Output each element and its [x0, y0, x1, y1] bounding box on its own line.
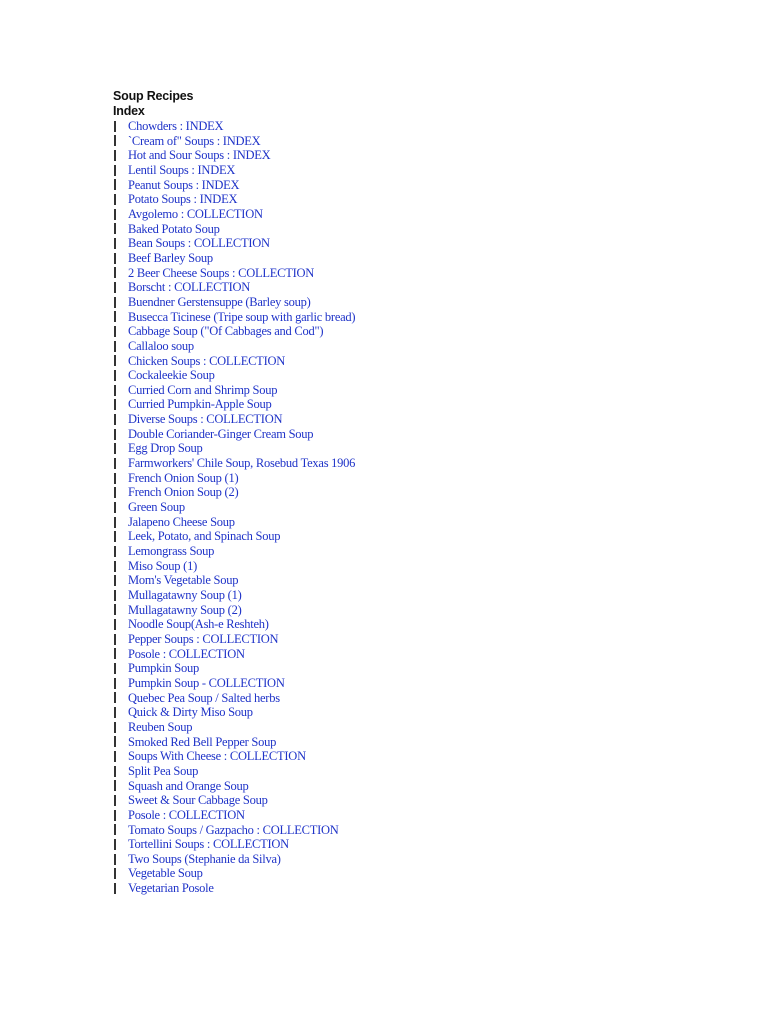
recipe-link[interactable]: Jalapeno Cheese Soup — [128, 514, 235, 529]
list-item — [113, 207, 713, 222]
list-item — [113, 280, 713, 295]
list-item — [113, 456, 713, 471]
list-item — [113, 529, 713, 544]
recipe-link[interactable]: Sweet & Sour Cabbage Soup — [128, 793, 268, 808]
document-content — [113, 89, 713, 896]
recipe-link[interactable]: Tomato Soups / Gazpacho : COLLECTION — [128, 822, 339, 837]
bullet-bar-icon — [114, 326, 116, 337]
list-item — [113, 793, 713, 808]
list-item — [113, 119, 713, 134]
list-item — [113, 779, 713, 794]
recipe-link[interactable]: Lemongrass Soup — [128, 544, 215, 559]
bullet-bar-icon — [114, 297, 116, 308]
recipe-link[interactable]: Pumpkin Soup — [128, 661, 199, 676]
recipe-link[interactable]: Mom's Vegetable Soup — [128, 573, 239, 588]
recipe-link[interactable]: Smoked Red Bell Pepper Soup — [128, 734, 277, 749]
bullet-bar-icon — [114, 487, 116, 498]
recipe-link[interactable]: Miso Soup (1) — [128, 558, 197, 573]
bullet-bar-icon — [114, 722, 116, 733]
bullet-bar-icon — [114, 663, 116, 674]
recipe-link[interactable]: Squash and Orange Soup — [128, 778, 249, 793]
list-item — [113, 339, 713, 354]
list-item — [113, 192, 713, 207]
list-item — [113, 852, 713, 867]
recipe-link[interactable]: Farmworkers' Chile Soup, Rosebud Texas 1906 — [128, 456, 356, 471]
list-item — [113, 324, 713, 339]
bullet-bar-icon — [114, 604, 116, 615]
bullet-bar-icon — [114, 780, 116, 791]
recipe-link[interactable]: Posole : COLLECTION — [128, 646, 245, 661]
list-item — [113, 134, 713, 149]
recipe-link[interactable]: Lentil Soups : INDEX — [128, 162, 236, 177]
list-item — [113, 705, 713, 720]
bullet-bar-icon — [114, 429, 116, 440]
recipe-link[interactable]: Cockaleekie Soup — [128, 368, 215, 383]
list-item — [113, 632, 713, 647]
recipe-link[interactable]: Borscht : COLLECTION — [128, 280, 251, 295]
list-item — [113, 661, 713, 676]
list-item — [113, 236, 713, 251]
recipe-link[interactable]: Posole : COLLECTION — [128, 807, 245, 822]
recipe-link[interactable]: Avgolemo : COLLECTION — [128, 206, 263, 221]
bullet-bar-icon — [114, 267, 116, 278]
list-item — [113, 427, 713, 442]
recipe-link[interactable]: Quebec Pea Soup / Salted herbs — [128, 690, 280, 705]
bullet-bar-icon — [114, 590, 116, 601]
bullet-bar-icon — [114, 692, 116, 703]
bullet-bar-icon — [114, 385, 116, 396]
bullet-bar-icon — [114, 209, 116, 220]
bullet-bar-icon — [114, 766, 116, 777]
recipe-link[interactable]: Chicken Soups : COLLECTION — [128, 353, 286, 368]
list-item — [113, 735, 713, 750]
bullet-bar-icon — [114, 839, 116, 850]
list-item — [113, 515, 713, 530]
list-item — [113, 603, 713, 618]
recipe-link[interactable]: Cabbage Soup ("Of Cabbages and Cod") — [128, 324, 324, 339]
bullet-bar-icon — [114, 619, 116, 630]
recipe-link[interactable]: Pepper Soups : COLLECTION — [128, 631, 279, 646]
list-item — [113, 163, 713, 178]
list-item — [113, 485, 713, 500]
bullet-bar-icon — [114, 707, 116, 718]
recipe-link[interactable]: Chowders : INDEX — [128, 119, 224, 133]
recipe-link[interactable]: Leek, Potato, and Spinach Soup — [128, 529, 281, 544]
list-item — [113, 676, 713, 691]
bullet-bar-icon — [114, 341, 116, 352]
recipe-link[interactable]: Mullagatawny Soup (1) — [128, 588, 242, 602]
bullet-bar-icon — [114, 868, 116, 879]
recipe-link[interactable]: Diverse Soups : COLLECTION — [128, 412, 283, 427]
bullet-bar-icon — [114, 223, 116, 234]
recipe-link[interactable]: Curried Corn and Shrimp Soup — [128, 382, 278, 397]
bullet-bar-icon — [114, 751, 116, 762]
list-item — [113, 471, 713, 486]
list-item — [113, 295, 713, 310]
recipe-link[interactable]: Two Soups (Stephanie da Silva) — [128, 851, 281, 866]
list-item — [113, 691, 713, 706]
bullet-bar-icon — [114, 355, 116, 366]
bullet-bar-icon — [114, 165, 116, 176]
list-item — [113, 354, 713, 369]
bullet-bar-icon — [114, 282, 116, 293]
recipe-link[interactable]: Callaloo soup — [128, 338, 194, 353]
recipe-link[interactable]: Baked Potato Soup — [128, 221, 220, 236]
recipe-link[interactable]: Curried Pumpkin-Apple Soup — [128, 397, 272, 412]
list-item — [113, 881, 713, 896]
recipe-link[interactable]: Buendner Gerstensuppe (Barley soup) — [128, 294, 311, 309]
list-item — [113, 441, 713, 456]
recipe-link[interactable]: Noodle Soup(Ash-e Reshteh) — [128, 617, 269, 632]
bullet-bar-icon — [114, 575, 116, 586]
list-item — [113, 266, 713, 281]
bullet-bar-icon — [114, 517, 116, 528]
bullet-bar-icon — [114, 135, 116, 146]
bullet-bar-icon — [114, 311, 116, 322]
bullet-bar-icon — [114, 399, 116, 410]
list-item — [113, 720, 713, 735]
recipe-link[interactable]: Bean Soups : COLLECTION — [128, 236, 270, 251]
recipe-link[interactable]: Peanut Soups : INDEX — [128, 177, 240, 192]
bullet-bar-icon — [114, 736, 116, 747]
recipe-link[interactable]: Double Coriander-Ginger Cream Soup — [128, 426, 314, 441]
bullet-bar-icon — [114, 546, 116, 557]
recipe-link[interactable]: Tortellini Soups : COLLECTION — [128, 837, 289, 852]
recipe-index-list — [113, 119, 713, 896]
list-item — [113, 412, 713, 427]
recipe-link[interactable]: `Cream of" Soups : INDEX — [128, 133, 261, 148]
bullet-bar-icon — [114, 194, 116, 205]
bullet-bar-icon — [114, 531, 116, 542]
bullet-bar-icon — [114, 561, 116, 572]
list-item — [113, 148, 713, 163]
bullet-bar-icon — [114, 648, 116, 659]
list-item — [113, 397, 713, 412]
list-item — [113, 178, 713, 193]
list-item — [113, 647, 713, 662]
bullet-bar-icon — [114, 179, 116, 190]
bullet-bar-icon — [114, 502, 116, 513]
bullet-bar-icon — [114, 150, 116, 161]
list-item — [113, 749, 713, 764]
recipe-link[interactable]: Split Pea Soup — [128, 763, 199, 778]
recipe-link[interactable]: Soups With Cheese : COLLECTION — [128, 749, 306, 764]
list-item — [113, 500, 713, 515]
bullet-bar-icon — [114, 443, 116, 454]
list-item — [113, 559, 713, 574]
recipe-link[interactable]: Potato Soups : INDEX — [128, 192, 238, 207]
page-title: Soup Recipes — [113, 89, 194, 103]
list-item — [113, 368, 713, 383]
bullet-bar-icon — [114, 810, 116, 821]
bullet-bar-icon — [114, 253, 116, 264]
list-item — [113, 866, 713, 881]
recipe-link[interactable]: Beef Barley Soup — [128, 250, 213, 265]
bullet-bar-icon — [114, 883, 116, 894]
recipe-link[interactable]: 2 Beer Cheese Soups : COLLECTION — [128, 265, 315, 280]
bullet-bar-icon — [114, 824, 116, 835]
list-item — [113, 808, 713, 823]
list-item — [113, 573, 713, 588]
bullet-bar-icon — [114, 121, 116, 132]
recipe-link[interactable]: Busecca Ticinese (Tripe soup with garlic bread) — [128, 309, 356, 324]
list-item — [113, 383, 713, 398]
list-item — [113, 617, 713, 632]
recipe-link[interactable]: Mullagatawny Soup (2) — [128, 602, 242, 617]
recipe-link[interactable]: Egg Drop Soup — [128, 441, 203, 456]
list-item — [113, 588, 713, 603]
list-item — [113, 222, 713, 237]
bullet-bar-icon — [114, 414, 116, 425]
recipe-link[interactable]: French Onion Soup (2) — [128, 485, 239, 500]
bullet-bar-icon — [114, 634, 116, 645]
list-item — [113, 310, 713, 325]
recipe-link[interactable]: Green Soup — [128, 500, 185, 515]
list-item — [113, 764, 713, 779]
bullet-bar-icon — [114, 473, 116, 484]
recipe-link[interactable]: French Onion Soup (1) — [128, 470, 239, 485]
recipe-link[interactable]: Reuben Soup — [128, 719, 193, 734]
bullet-bar-icon — [114, 238, 116, 249]
list-item — [113, 837, 713, 852]
recipe-link[interactable]: Quick & Dirty Miso Soup — [128, 705, 253, 720]
list-item — [113, 544, 713, 559]
bullet-bar-icon — [114, 370, 116, 381]
page-subtitle: Index — [113, 104, 145, 118]
recipe-link[interactable]: Vegetarian Posole — [128, 881, 214, 896]
recipe-link[interactable]: Pumpkin Soup - COLLECTION — [128, 675, 285, 690]
bullet-bar-icon — [114, 678, 116, 689]
bullet-bar-icon — [114, 795, 116, 806]
list-item — [113, 823, 713, 838]
list-item — [113, 251, 713, 266]
bullet-bar-icon — [114, 854, 116, 865]
recipe-link[interactable]: Hot and Sour Soups : INDEX — [128, 148, 271, 163]
recipe-link[interactable]: Vegetable Soup — [128, 866, 203, 881]
bullet-bar-icon — [114, 458, 116, 469]
